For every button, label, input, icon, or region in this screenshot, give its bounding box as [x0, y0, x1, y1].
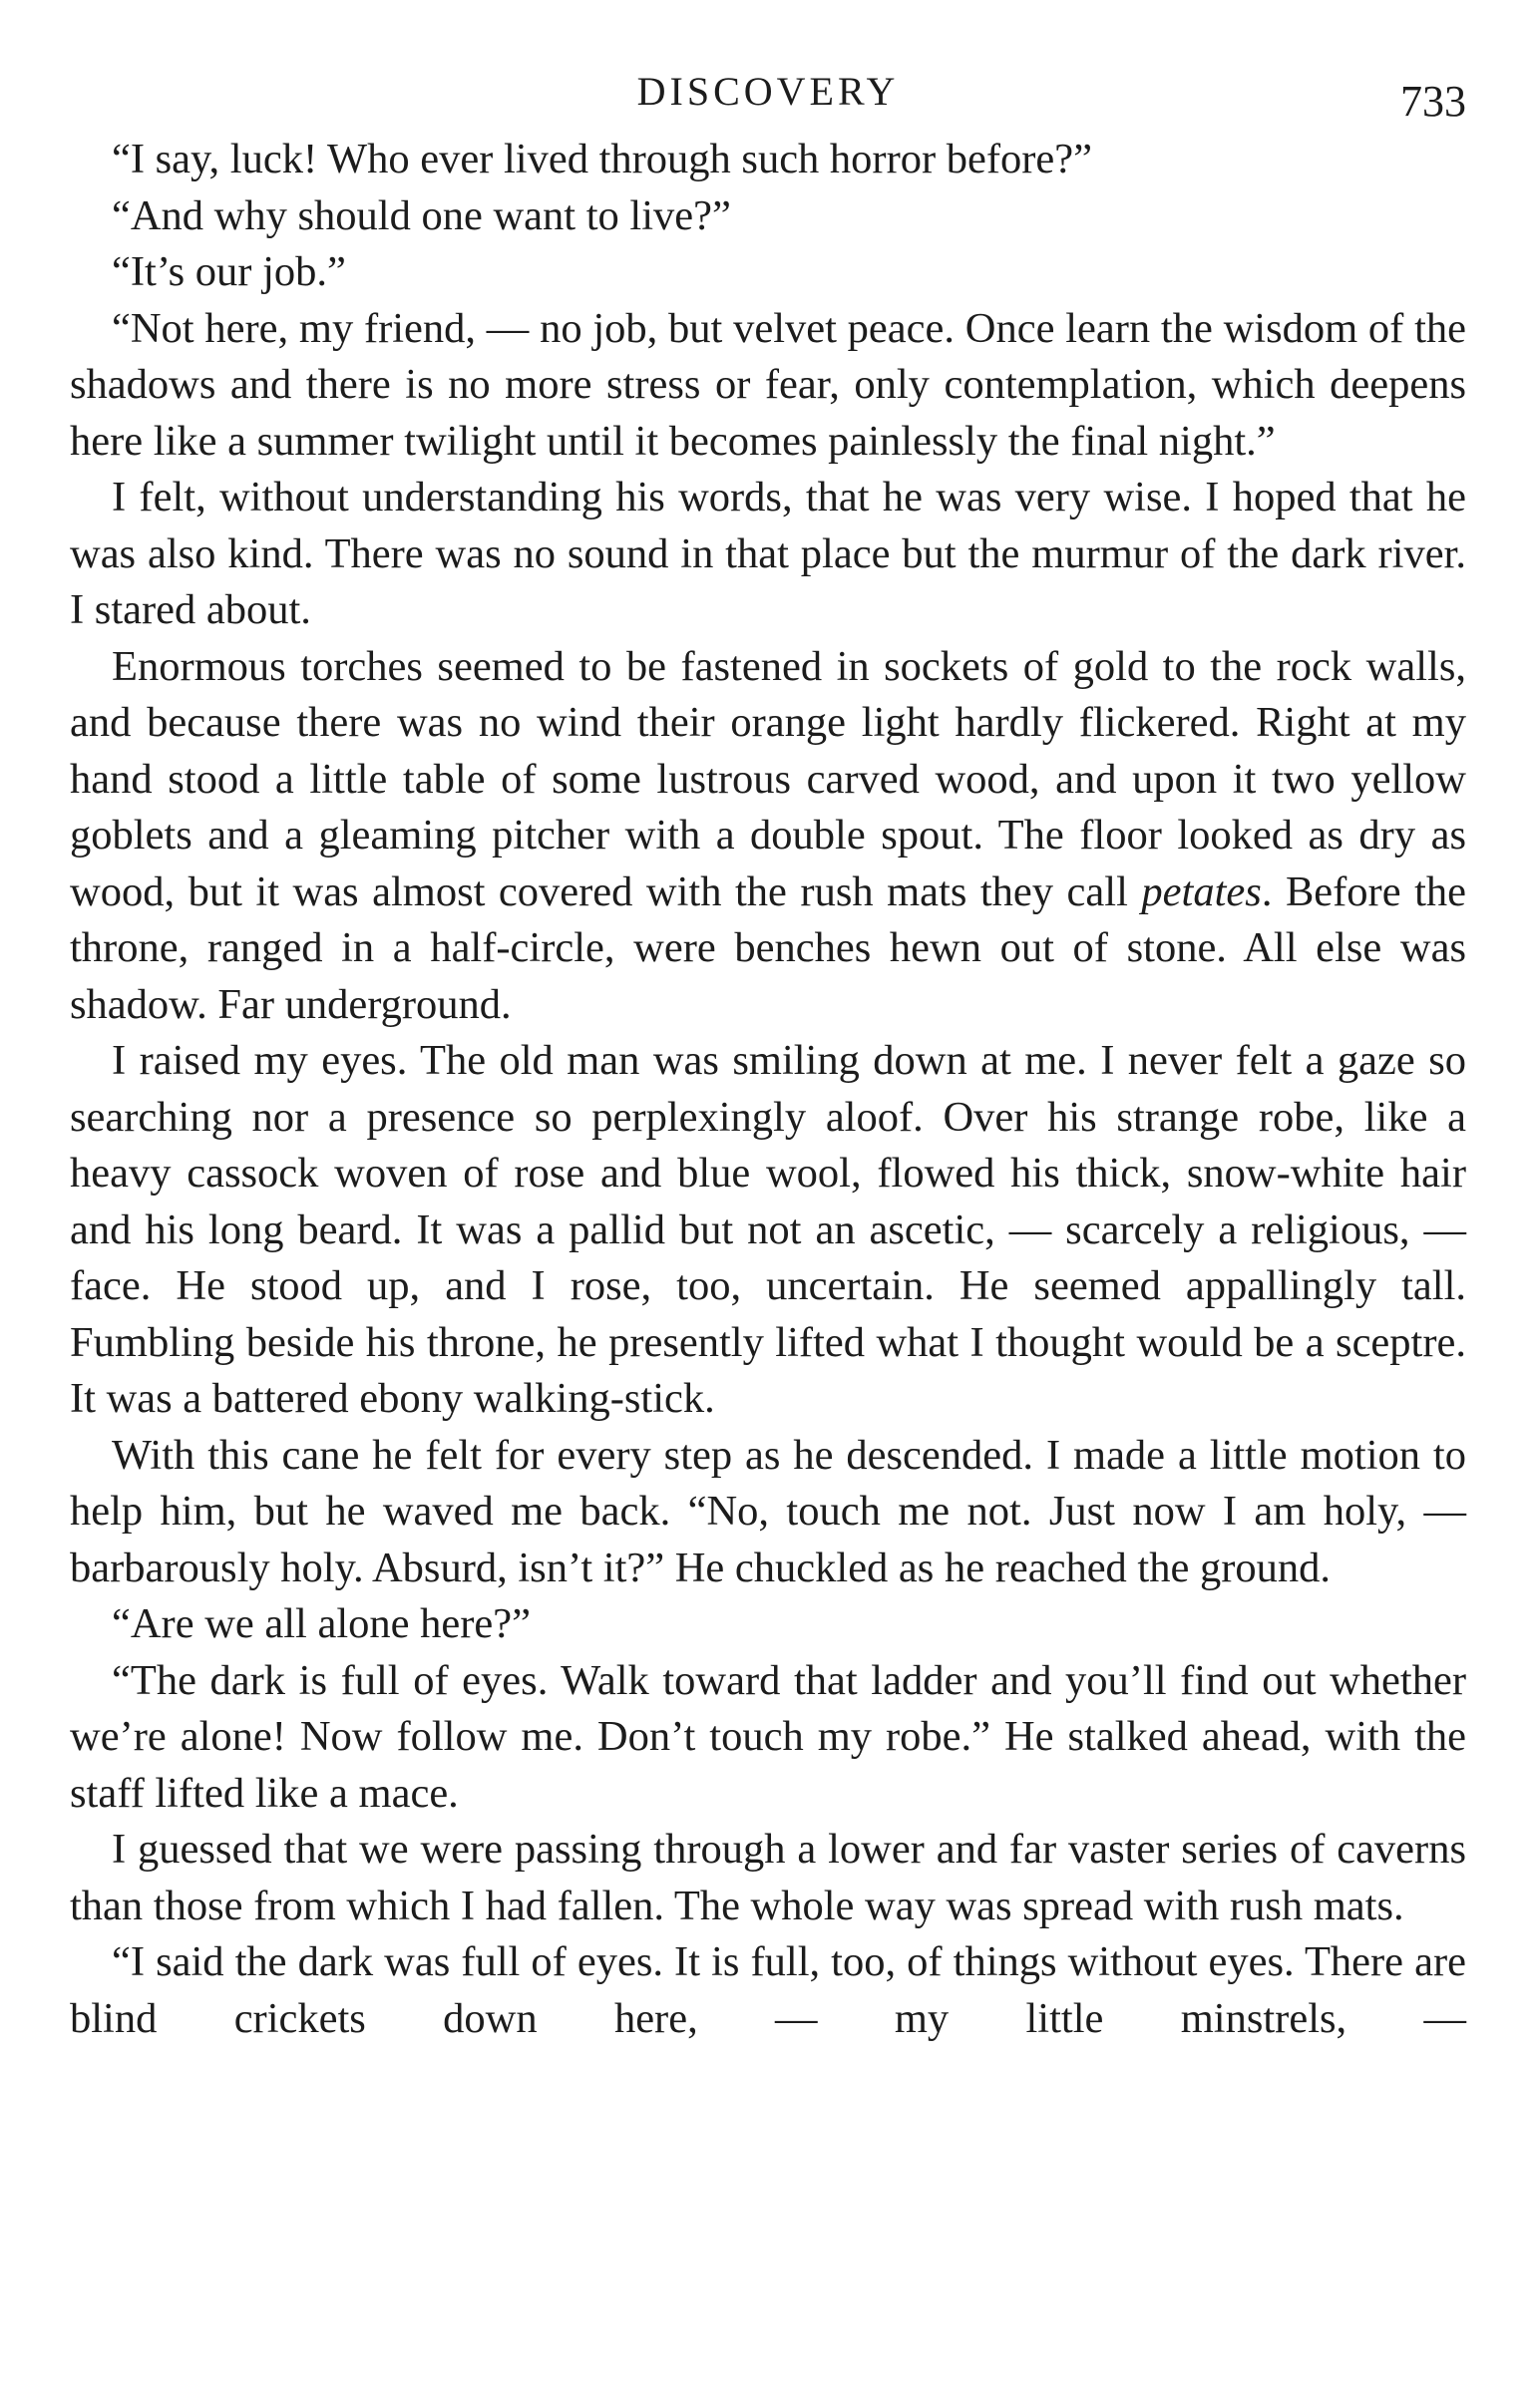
page-number: 733: [1400, 77, 1466, 126]
paragraph-4: “Not here, my friend, — no job, but velvet peace. Once learn the wisdom of the shadows and there is no more stress or fear, only contemplation, which deepens here like a summer twilight until it becomes painlessly the final night.”: [70, 304, 1466, 465]
paragraph-7: I raised my eyes. The old man was smiling down at me. I never felt a gaze so searching nor a presence so perplexingly aloof. Over his strange robe, like a heavy cassock woven of rose and blue wool, flowed his thick, snow-white hair and his long beard. It was a pallid but not an ascetic, — scarcely a religious, — face. He stood up, and I rose, too, uncertain. He seemed appallingly tall. Fumbling beside his throne, he presently lifted what I thought would be a sceptre. It was a battered ebony walking-stick.: [70, 1037, 1466, 1422]
running-head: [70, 62, 1466, 132]
book-page: [70, 62, 1466, 2047]
paragraph-9: “Are we all alone here?”: [112, 1600, 531, 1647]
body-text: [70, 132, 1466, 2047]
paragraph-1: “I say, luck! Who ever lived through such horror before?”: [112, 136, 1093, 182]
paragraph-2: “And why should one want to live?”: [112, 191, 731, 239]
paragraph-11: I guessed that we were passing through a lower and far vaster series of caverns than those from which I had fallen. The whole way was spread with rush mats.: [70, 1826, 1466, 1929]
paragraph-12: “I said the dark was full of eyes. It is full, too, of things without eyes. There are blind crickets down here, — my little minstrels, —: [70, 1938, 1466, 2042]
running-title: DISCOVERY: [636, 69, 900, 114]
italic-word-petates: petates: [1141, 867, 1262, 915]
paragraph-6-part-a: Enormous torches seemed to be fastened in sockets of gold to the rock walls, and because there was no wind their orange light hardly flickered. Right at my hand stood a little table of some lustrous carved wood, and upon it two yellow goblets and a gleaming pitcher with a double spout. The floor looked as dry as wood, but it was almost covered with the rush mats they call: [70, 642, 1466, 915]
paragraph-5: I felt, without understanding his words, that he was very wise. I hoped that he was also kind. There was no sound in that place but the murmur of the dark river. I stared about.: [70, 474, 1466, 633]
paragraph-8: With this cane he felt for every step as he descended. I made a little motion to help him, but he waved me back. “No, touch me not. Just now I am holy, — barbarously holy. Absurd, isn’t it?” He chuckled as he reached the ground.: [70, 1431, 1466, 1591]
paragraph-6-part-b: . Before the throne, ranged in a half-circle, were benches hewn out of stone. All else was shadow. Far underground.: [70, 867, 1466, 1028]
paragraph-3: “It’s our job.”: [112, 248, 346, 295]
paragraph-6: [70, 639, 1466, 1034]
paragraph-10: “The dark is full of eyes. Walk toward that ladder and you’ll find out whether we’re alone! Now follow me. Don’t touch my robe.” He stalked ahead, with the staff lifted like a mace.: [70, 1656, 1466, 1817]
